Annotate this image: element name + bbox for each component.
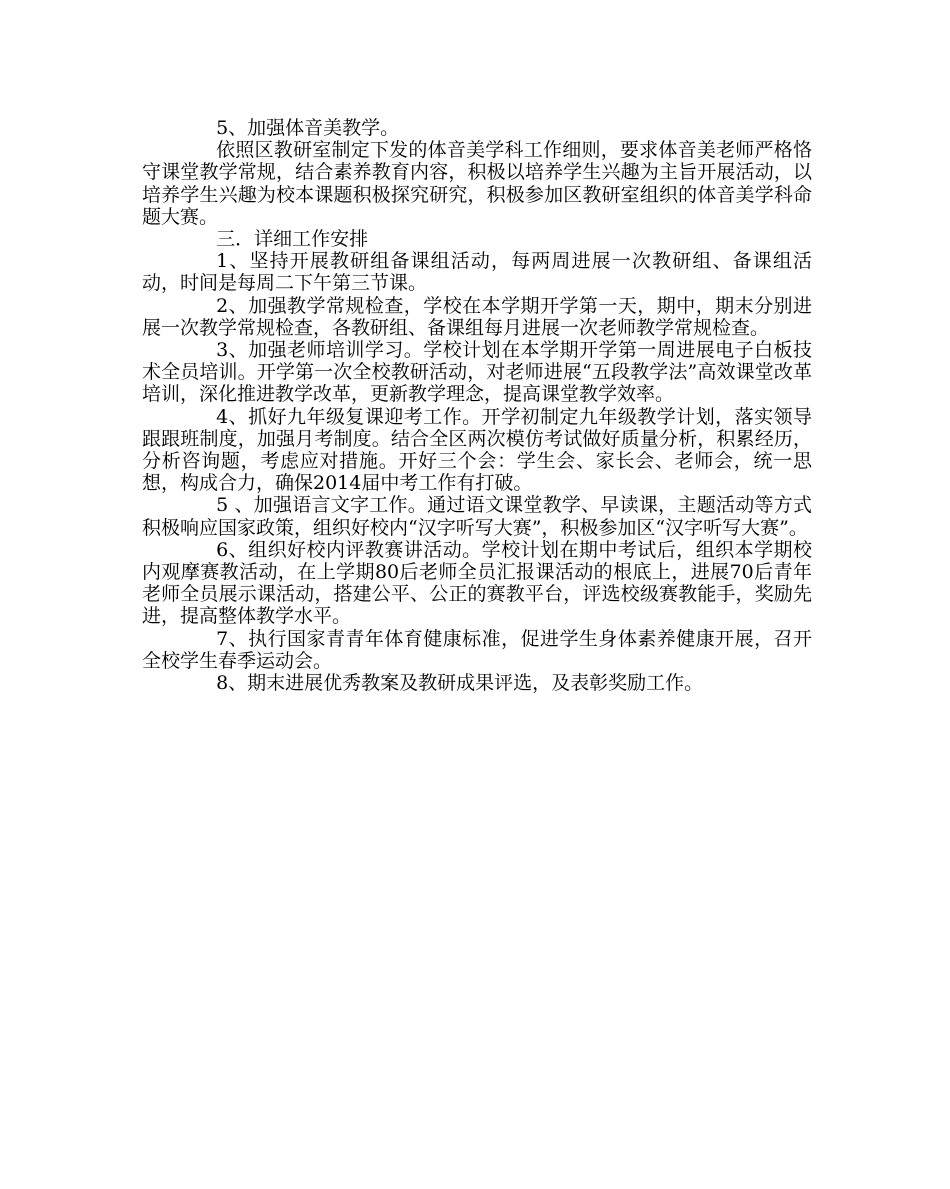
- paragraph-item-7: 7、执行国家青青年体育健康标准，促进学生身体素养健康开展，召开全校学生春季运动会。: [142, 627, 812, 672]
- paragraph-item-1: 1、坚持开展教研组备课组活动，每两周进展一次教研组、备课组活动，时间是每周二下午第三节课。: [142, 250, 812, 295]
- section-heading-schedule: 三．详细工作安排: [216, 228, 369, 251]
- paragraph-item-5: 5 、加强语言文字工作。通过语文课堂教学、早读课，主题活动等方式积极响应国家政策，组织好校内“汉字听写大赛”，积极参加区“汉字听写大赛”。: [142, 494, 812, 539]
- paragraph-item-6: 6、组织好校内评教赛讲活动。学校计划在期中考试后，组织本学期校内观摩赛教活动，在上学期80后老师全员汇报课活动的根底上，进展70后青年老师全员展示课活动，搭建公平、公正的赛教平台，评选校级赛教能手，奖励先进，提高整体教学水平。: [142, 538, 812, 628]
- paragraph-item-2: 2、加强教学常规检查，学校在本学期开学第一天，期中，期末分别进展一次教学常规检查，各教研组、备课组每月进展一次老师教学常规检查。: [142, 294, 812, 339]
- paragraph-arts-details: 依照区教研室制定下发的体音美学科工作细则，要求体音美老师严格恪守课堂教学常规，结合素养教育内容，积极以培养学生兴趣为主旨开展活动，以培养学生兴趣为校本课题积极探究研究，积极参加区教研室组织的体音美学科命题大赛。: [142, 139, 812, 228]
- paragraph-item-4: 4、抓好九年级复课迎考工作。开学初制定九年级教学计划，落实领导跟跟班制度，加强月考制度。结合全区两次模仿考试做好质量分析，积累经历，分析咨询题，考虑应对措施。开好三个会：学生会、家长会、老师会，统一思想，构成合力，确保2014届中考工作有打破。: [142, 405, 812, 495]
- paragraph-heading-arts: 5、加强体音美教学。: [216, 117, 400, 139]
- document-body: [142, 117, 812, 694]
- paragraph-item-3: 3、加强老师培训学习。学校计划在本学期开学第一周进展电子白板技术全员培训。开学第一次全校教研活动，对老师进展“五段教学法”高效课堂改革培训，深化推进教学改革，更新教学理念，提高课堂教学效率。: [142, 339, 812, 406]
- paragraph-item-8: 8、期末进展优秀教案及教研成果评选，及表彰奖励工作。: [216, 672, 704, 695]
